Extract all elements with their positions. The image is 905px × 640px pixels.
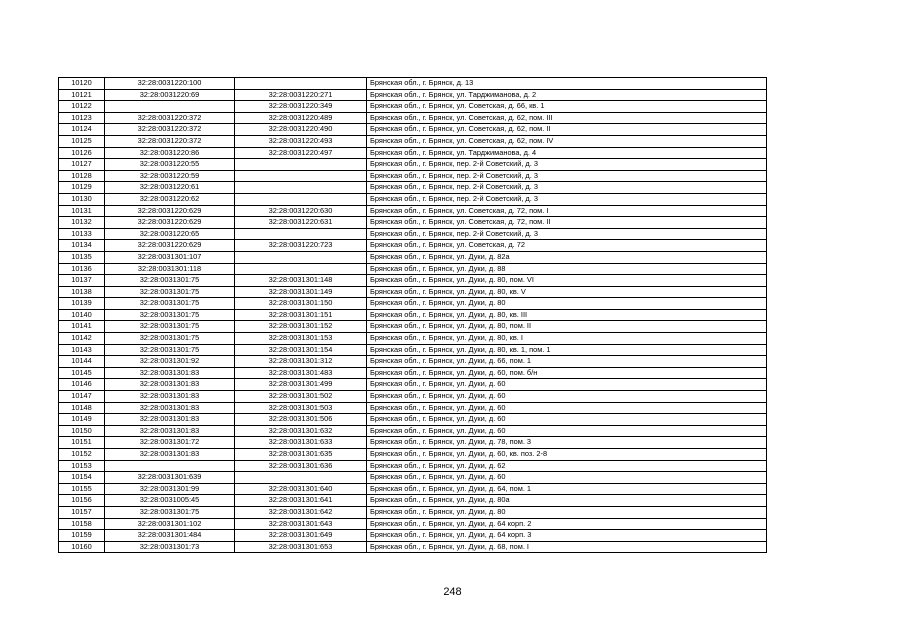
address-cell: Брянская обл., г. Брянск, ул. Дуки, д. 68, пом. I	[367, 541, 767, 553]
address-cell: Брянская обл., г. Брянск, д. 13	[367, 78, 767, 90]
parcel-number-cell: 32:28:0031220:59	[105, 170, 235, 182]
row-number-cell: 10155	[59, 483, 105, 495]
address-cell: Брянская обл., г. Брянск, ул. Дуки, д. 82а	[367, 251, 767, 263]
table-row	[59, 135, 767, 147]
row-number-cell: 10138	[59, 286, 105, 298]
table-row	[59, 518, 767, 530]
object-number-cell: 32:28:0031220:349	[235, 101, 367, 113]
table-row	[59, 425, 767, 437]
parcel-number-cell: 32:28:0031301:107	[105, 251, 235, 263]
object-number-cell	[235, 228, 367, 240]
row-number-cell: 10154	[59, 472, 105, 484]
table-row	[59, 112, 767, 124]
address-cell: Брянская обл., г. Брянск, пер. 2-й Советский, д. 3	[367, 228, 767, 240]
table-row	[59, 321, 767, 333]
table-row	[59, 541, 767, 553]
address-cell: Брянская обл., г. Брянск, ул. Дуки, д. 64 корп. 3	[367, 530, 767, 542]
address-cell: Брянская обл., г. Брянск, ул. Дуки, д. 60	[367, 472, 767, 484]
table-row	[59, 263, 767, 275]
table-row	[59, 530, 767, 542]
registry-table-body	[59, 78, 767, 553]
row-number-cell: 10139	[59, 298, 105, 310]
table-row	[59, 101, 767, 113]
address-cell: Брянская обл., г. Брянск, ул. Дуки, д. 64 корп. 2	[367, 518, 767, 530]
row-number-cell: 10142	[59, 333, 105, 345]
table-row	[59, 333, 767, 345]
object-number-cell: 32:28:0031220:723	[235, 240, 367, 252]
table-row	[59, 217, 767, 229]
row-number-cell: 10132	[59, 217, 105, 229]
parcel-number-cell: 32:28:0031301:75	[105, 506, 235, 518]
row-number-cell: 10152	[59, 449, 105, 461]
parcel-number-cell: 32:28:0031220:629	[105, 217, 235, 229]
address-cell: Брянская обл., г. Брянск, ул. Дуки, д. 78, пом. 3	[367, 437, 767, 449]
address-cell: Брянская обл., г. Брянск, ул. Дуки, д. 62	[367, 460, 767, 472]
address-cell: Брянская обл., г. Брянск, ул. Дуки, д. 80	[367, 506, 767, 518]
row-number-cell: 10151	[59, 437, 105, 449]
row-number-cell: 10127	[59, 159, 105, 171]
parcel-number-cell: 32:28:0031301:83	[105, 449, 235, 461]
row-number-cell: 10153	[59, 460, 105, 472]
parcel-number-cell: 32:28:0031301:75	[105, 275, 235, 287]
parcel-number-cell: 32:28:0031301:83	[105, 402, 235, 414]
address-cell: Брянская обл., г. Брянск, ул. Дуки, д. 80а	[367, 495, 767, 507]
table-row	[59, 251, 767, 263]
table-row	[59, 240, 767, 252]
row-number-cell: 10144	[59, 356, 105, 368]
parcel-number-cell: 32:28:0031301:75	[105, 298, 235, 310]
address-cell: Брянская обл., г. Брянск, ул. Советская, д. 72, пом. II	[367, 217, 767, 229]
row-number-cell: 10159	[59, 530, 105, 542]
parcel-number-cell: 32:28:0031220:65	[105, 228, 235, 240]
object-number-cell: 32:28:0031301:643	[235, 518, 367, 530]
address-cell: Брянская обл., г. Брянск, ул. Советская, д. 62, пом. II	[367, 124, 767, 136]
row-number-cell: 10141	[59, 321, 105, 333]
object-number-cell: 32:28:0031220:271	[235, 89, 367, 101]
parcel-number-cell: 32:28:0031220:69	[105, 89, 235, 101]
parcel-number-cell: 32:28:0031220:55	[105, 159, 235, 171]
parcel-number-cell	[105, 101, 235, 113]
address-cell: Брянская обл., г. Брянск, ул. Дуки, д. 80, кв. 1, пом. 1	[367, 344, 767, 356]
parcel-number-cell: 32:28:0031220:372	[105, 112, 235, 124]
address-cell: Брянская обл., г. Брянск, ул. Тарджиманова, д. 2	[367, 89, 767, 101]
address-cell: Брянская обл., г. Брянск, ул. Дуки, д. 60, пом. б/н	[367, 367, 767, 379]
table-row	[59, 483, 767, 495]
table-row	[59, 170, 767, 182]
address-cell: Брянская обл., г. Брянск, ул. Дуки, д. 60	[367, 425, 767, 437]
row-number-cell: 10156	[59, 495, 105, 507]
address-cell: Брянская обл., г. Брянск, ул. Советская, д. 72, пом. I	[367, 205, 767, 217]
parcel-number-cell: 32:28:0031005:45	[105, 495, 235, 507]
parcel-number-cell: 32:28:0031301:72	[105, 437, 235, 449]
address-cell: Брянская обл., г. Брянск, ул. Советская, д. 66, кв. 1	[367, 101, 767, 113]
row-number-cell: 10124	[59, 124, 105, 136]
row-number-cell: 10157	[59, 506, 105, 518]
address-cell: Брянская обл., г. Брянск, ул. Дуки, д. 60	[367, 402, 767, 414]
parcel-number-cell: 32:28:0031301:75	[105, 321, 235, 333]
row-number-cell: 10134	[59, 240, 105, 252]
object-number-cell: 32:28:0031301:653	[235, 541, 367, 553]
object-number-cell	[235, 182, 367, 194]
row-number-cell: 10131	[59, 205, 105, 217]
table-row	[59, 344, 767, 356]
address-cell: Брянская обл., г. Брянск, ул. Дуки, д. 80, кв. III	[367, 309, 767, 321]
object-number-cell	[235, 263, 367, 275]
row-number-cell: 10125	[59, 135, 105, 147]
address-cell: Брянская обл., г. Брянск, ул. Тарджиманова, д. 4	[367, 147, 767, 159]
object-number-cell	[235, 78, 367, 90]
table-row	[59, 437, 767, 449]
object-number-cell: 32:28:0031301:649	[235, 530, 367, 542]
object-number-cell: 32:28:0031301:636	[235, 460, 367, 472]
row-number-cell: 10128	[59, 170, 105, 182]
parcel-number-cell: 32:28:0031220:629	[105, 240, 235, 252]
row-number-cell: 10129	[59, 182, 105, 194]
object-number-cell: 32:28:0031301:640	[235, 483, 367, 495]
row-number-cell: 10158	[59, 518, 105, 530]
table-row	[59, 298, 767, 310]
parcel-number-cell	[105, 460, 235, 472]
object-number-cell: 32:28:0031301:149	[235, 286, 367, 298]
row-number-cell: 10140	[59, 309, 105, 321]
row-number-cell: 10149	[59, 414, 105, 426]
object-number-cell: 32:28:0031220:497	[235, 147, 367, 159]
address-cell: Брянская обл., г. Брянск, ул. Дуки, д. 60	[367, 391, 767, 403]
table-row	[59, 89, 767, 101]
table-row	[59, 159, 767, 171]
address-cell: Брянская обл., г. Брянск, ул. Дуки, д. 80	[367, 298, 767, 310]
object-number-cell: 32:28:0031220:489	[235, 112, 367, 124]
parcel-number-cell: 32:28:0031301:92	[105, 356, 235, 368]
parcel-number-cell: 32:28:0031220:629	[105, 205, 235, 217]
row-number-cell: 10160	[59, 541, 105, 553]
object-number-cell: 32:28:0031301:503	[235, 402, 367, 414]
object-number-cell: 32:28:0031301:153	[235, 333, 367, 345]
table-row	[59, 147, 767, 159]
table-row	[59, 449, 767, 461]
address-cell: Брянская обл., г. Брянск, ул. Дуки, д. 88	[367, 263, 767, 275]
address-cell: Брянская обл., г. Брянск, ул. Дуки, д. 60, кв. поз. 2-8	[367, 449, 767, 461]
address-cell: Брянская обл., г. Брянск, ул. Дуки, д. 80, пом. VI	[367, 275, 767, 287]
object-number-cell: 32:28:0031301:506	[235, 414, 367, 426]
address-cell: Брянская обл., г. Брянск, ул. Советская, д. 62, пом. III	[367, 112, 767, 124]
table-row	[59, 391, 767, 403]
parcel-number-cell: 32:28:0031301:83	[105, 414, 235, 426]
page-number: 248	[443, 586, 462, 598]
table-row	[59, 402, 767, 414]
object-number-cell: 32:28:0031301:633	[235, 437, 367, 449]
object-number-cell	[235, 193, 367, 205]
registry-table	[58, 77, 767, 553]
parcel-number-cell: 32:28:0031220:62	[105, 193, 235, 205]
parcel-number-cell: 32:28:0031301:75	[105, 344, 235, 356]
parcel-number-cell: 32:28:0031220:61	[105, 182, 235, 194]
object-number-cell: 32:28:0031301:150	[235, 298, 367, 310]
object-number-cell: 32:28:0031301:632	[235, 425, 367, 437]
object-number-cell: 32:28:0031301:499	[235, 379, 367, 391]
table-row	[59, 379, 767, 391]
table-row	[59, 506, 767, 518]
address-cell: Брянская обл., г. Брянск, пер. 2-й Советский, д. 3	[367, 182, 767, 194]
table-row	[59, 472, 767, 484]
parcel-number-cell: 32:28:0031220:100	[105, 78, 235, 90]
parcel-number-cell: 32:28:0031301:102	[105, 518, 235, 530]
object-number-cell	[235, 472, 367, 484]
parcel-number-cell: 32:28:0031301:75	[105, 309, 235, 321]
row-number-cell: 10137	[59, 275, 105, 287]
table-row	[59, 193, 767, 205]
table-row	[59, 286, 767, 298]
address-cell: Брянская обл., г. Брянск, ул. Советская, д. 62, пом. IV	[367, 135, 767, 147]
address-cell: Брянская обл., г. Брянск, ул. Дуки, д. 66, пом. 1	[367, 356, 767, 368]
row-number-cell: 10126	[59, 147, 105, 159]
row-number-cell: 10133	[59, 228, 105, 240]
object-number-cell: 32:28:0031301:312	[235, 356, 367, 368]
address-cell: Брянская обл., г. Брянск, пер. 2-й Советский, д. 3	[367, 170, 767, 182]
table-row	[59, 124, 767, 136]
parcel-number-cell: 32:28:0031301:73	[105, 541, 235, 553]
table-row	[59, 182, 767, 194]
address-cell: Брянская обл., г. Брянск, ул. Дуки, д. 60	[367, 379, 767, 391]
object-number-cell: 32:28:0031301:154	[235, 344, 367, 356]
parcel-number-cell: 32:28:0031301:83	[105, 391, 235, 403]
row-number-cell: 10136	[59, 263, 105, 275]
row-number-cell: 10130	[59, 193, 105, 205]
row-number-cell: 10146	[59, 379, 105, 391]
row-number-cell: 10120	[59, 78, 105, 90]
object-number-cell: 32:28:0031301:151	[235, 309, 367, 321]
parcel-number-cell: 32:28:0031301:484	[105, 530, 235, 542]
row-number-cell: 10122	[59, 101, 105, 113]
table-row	[59, 275, 767, 287]
parcel-number-cell: 32:28:0031301:639	[105, 472, 235, 484]
row-number-cell: 10123	[59, 112, 105, 124]
address-cell: Брянская обл., г. Брянск, пер. 2-й Советский, д. 3	[367, 159, 767, 171]
address-cell: Брянская обл., г. Брянск, ул. Дуки, д. 80, кв. V	[367, 286, 767, 298]
object-number-cell: 32:28:0031301:641	[235, 495, 367, 507]
row-number-cell: 10150	[59, 425, 105, 437]
row-number-cell: 10147	[59, 391, 105, 403]
address-cell: Брянская обл., г. Брянск, ул. Советская, д. 72	[367, 240, 767, 252]
object-number-cell	[235, 170, 367, 182]
parcel-number-cell: 32:28:0031301:75	[105, 333, 235, 345]
object-number-cell: 32:28:0031301:152	[235, 321, 367, 333]
table-row	[59, 228, 767, 240]
object-number-cell: 32:28:0031301:502	[235, 391, 367, 403]
address-cell: Брянская обл., г. Брянск, пер. 2-й Советский, д. 3	[367, 193, 767, 205]
row-number-cell: 10145	[59, 367, 105, 379]
address-cell: Брянская обл., г. Брянск, ул. Дуки, д. 60	[367, 414, 767, 426]
object-number-cell: 32:28:0031220:493	[235, 135, 367, 147]
table-row	[59, 414, 767, 426]
object-number-cell: 32:28:0031301:483	[235, 367, 367, 379]
address-cell: Брянская обл., г. Брянск, ул. Дуки, д. 64, пом. 1	[367, 483, 767, 495]
parcel-number-cell: 32:28:0031301:83	[105, 425, 235, 437]
table-row	[59, 356, 767, 368]
row-number-cell: 10135	[59, 251, 105, 263]
table-row	[59, 367, 767, 379]
parcel-number-cell: 32:28:0031301:75	[105, 286, 235, 298]
address-cell: Брянская обл., г. Брянск, ул. Дуки, д. 80, кв. I	[367, 333, 767, 345]
address-cell: Брянская обл., г. Брянск, ул. Дуки, д. 80, пом. II	[367, 321, 767, 333]
parcel-number-cell: 32:28:0031220:86	[105, 147, 235, 159]
row-number-cell: 10143	[59, 344, 105, 356]
parcel-number-cell: 32:28:0031220:372	[105, 135, 235, 147]
object-number-cell: 32:28:0031220:631	[235, 217, 367, 229]
parcel-number-cell: 32:28:0031301:118	[105, 263, 235, 275]
table-row	[59, 495, 767, 507]
object-number-cell	[235, 159, 367, 171]
row-number-cell: 10121	[59, 89, 105, 101]
parcel-number-cell: 32:28:0031301:83	[105, 379, 235, 391]
parcel-number-cell: 32:28:0031301:99	[105, 483, 235, 495]
object-number-cell: 32:28:0031220:630	[235, 205, 367, 217]
table-row	[59, 309, 767, 321]
table-row	[59, 205, 767, 217]
object-number-cell	[235, 251, 367, 263]
object-number-cell: 32:28:0031301:148	[235, 275, 367, 287]
object-number-cell: 32:28:0031301:635	[235, 449, 367, 461]
parcel-number-cell: 32:28:0031301:83	[105, 367, 235, 379]
parcel-number-cell: 32:28:0031220:372	[105, 124, 235, 136]
object-number-cell: 32:28:0031301:642	[235, 506, 367, 518]
table-row	[59, 460, 767, 472]
row-number-cell: 10148	[59, 402, 105, 414]
object-number-cell: 32:28:0031220:490	[235, 124, 367, 136]
table-row	[59, 78, 767, 90]
